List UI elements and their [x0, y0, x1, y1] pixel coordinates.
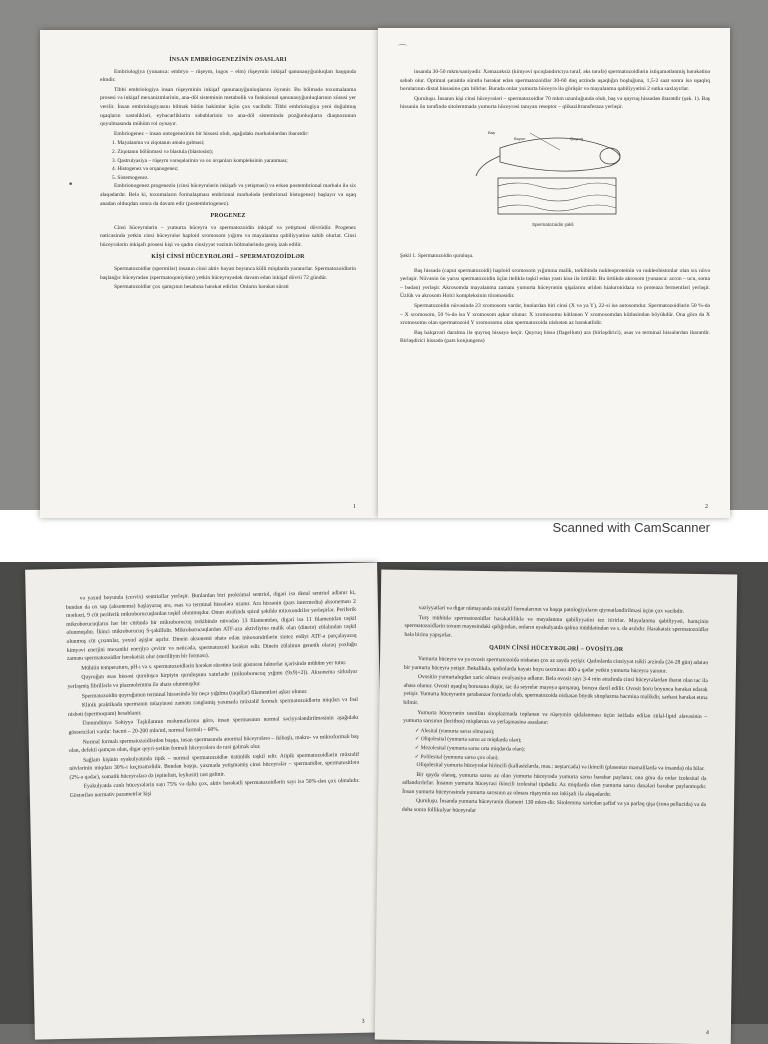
spermatozoid-head	[600, 148, 620, 164]
paragraph: Spermatozoidlər çox qamçının hesabına hərəkət edirlər. Onların hərəkət sürəti	[114, 284, 289, 291]
figure-label: Spermatozoidin şəkli	[532, 221, 574, 227]
spermatozoid-diagram	[470, 118, 640, 248]
spermatozoid-cross-section	[498, 178, 616, 214]
figure-label: Quyruq	[570, 135, 584, 141]
spermatozoid-figure-svg	[470, 118, 640, 248]
list-item: 3. Qastrulyasiya – rüşeym vərəqələrinin və ox orqanları kompleksinin yaranması;	[112, 157, 288, 164]
paragraph: Spermatozoidlər (spermilər) insanın cinsi aktiv həyatı boyunca külli miqdarda yaranırlar. Spermatozoidlərin başlanğıc hüceyrədən (spermatoqoniydən) yetkin hüceyrəyədək davam edən inkişaf dövrü 72 gündür.	[100, 266, 356, 281]
page-4	[375, 570, 738, 1044]
paragraph: Quyruğun əsas hissəsi quruluşca kirpiyin quruluşunu xatırladır (mikroborucuq yığımı (9x9)+2)). Aksonema sirkulyar yerləşmiş fibrillərlə və plazmolemma ilə əhatə olunmuşdur.	[67, 669, 358, 690]
page-number: 4	[705, 1030, 709, 1037]
page-number: 2	[705, 504, 708, 510]
paragraph: Baş hissədə (caput spermatozoidi) haploid xromosom yığımına malik, tərkibində nukleoproteinin və nukleohistonlar olan sıx nüvə yerləşir. Nüvənin ön yarısı spermatozoidin üçün iteliklə təşkil edən yastı kisə ilə örtülür. Bu örtükdə akrosom (yunanca: acron – ucu, soma – bədən) yerləşir. Akrosomda mayalanma zamanı yumurta hüceyrənin qişalarını əridən hialuronidaza və proteaza fermentləri yerləşir. Üzlük və akrosom Holci kompleksinin törəməsidir.	[400, 267, 710, 300]
list-item: 4. Histogenez və orqanogenez;	[112, 166, 179, 173]
paragraph: insanda 30-50 mkm/saniyədir. Xəmazəksiz (kimyəvi qıcıqlandırıcıya təraf, əks tərəfə) spermatozoidlərin istiqamətlənmiş hərəkətinə səbəb olur. Optimal şəraitdə sürətlə hərəkət edən spermatozoidlər 30-60 dəq ərzində uşaqlığın boşluğuna, 1,5-2 saat sonra isə uşaqlıq borularının distal hissəsinə çatı bilirlər. Burada onlar yumurta hüceyrə ilə görüşür və mayalanma qabiliyyətini 2 sutka saxlayırlar.	[400, 69, 710, 93]
page-3	[25, 562, 387, 1039]
page-number: 1	[353, 504, 356, 510]
list-item: ✓ Polilesital (yumurta sarısı çox olan).	[414, 753, 499, 761]
list-item: ✓ Oliqolesital (yumurta sarısı az miqdarda olan);	[414, 736, 522, 744]
figure-label: Baş	[488, 129, 495, 135]
paragraph: Baş halqavari daralma ilə quyruq hissəyə keçir. Quyruq hissə (flagellum) ara (birləşdirici), əsas və terminal hissələrdən ibarətdir. Birləşdirici hissədə (pars konjungens)	[400, 329, 710, 345]
paragraph: Bir qayda olaraq, yumurta sarısı az olan yumurta hüceyrədə yumurta sarısı bərabər paylanır, ona görə də onlar izolesital də adlandırılırlar. İnsanın yumurta hüceyrəsi ikincili izolesital tipdədir. Az miqdarda olan yumurta sarısı dənələri bərabər paylanmışdır. İnsan yumurta hüceyrəsində yumurta sarısının az olması rüşeymin tez inkişafı ilə əlaqədardır.	[402, 771, 707, 798]
paragraph: Turş mühitdə spermatozoidlər hərəkətliliklə və mayalanma qabiliyyətini tez itirirlər. Mayalanma qabiliyyəti, həmçinin spermatozoidlərin toxum mayesindəki qalığından, onların eyakulyatda qalma müddətindən və s. də asılıdır. Hərəkətsiz spermatozoidlər hələ birinə yapışırlar.	[404, 614, 709, 639]
page-1-title: İNSAN EMBRİOGENEZİNİN ƏSASLARI	[169, 57, 287, 63]
paragraph: Quruluşu. İnsanın kişi cinsi hüceyrələri – spermatozoidlər 70 mkm uzunluğunda olub, baş və quyruq hissədən ibarətdir (şək. 1). Baş hissənin ön tərəfində sitolemmada yumurta hüceyrəsi tanıyan reseptor – qlikaziltransferaza yerləşir.	[400, 95, 710, 111]
page-1-text	[100, 52, 356, 293]
page-4-text	[402, 604, 709, 820]
paragraph: Quruluşu. İnsanda yumurta hüceyrənin diametri 130 mkm-dir. Sitolemma xaricdən şəffaf və ya parlaq qişa (zona pellucida) və da daha sonra follikulyar hüceyrələr	[401, 798, 707, 814]
handwritten-mark: •	[68, 180, 74, 190]
paragraph: vəziyyətləri və digər nümayəndə müxtəlif formalarının və başqa patologiyaların qiymətləndirilməsi üçün çox vacibdir.	[418, 605, 684, 615]
paragraph: Yumurta hüceyrə və ya ovosit spermatozoidə nisbətən çox az sayda yetişir. Qadınlarda cinsiyyət tsikli ərzində (24-28 gün) adətən bir yumurta hüceyrə yetişir. Bekalikdə, qadınlarda həyatı boyu təxminən 400-ə qədər yetkin yumurta hüceyrə yaranır.	[403, 656, 709, 675]
heading-progenez: PROGENEZ	[210, 213, 246, 220]
paragraph: Eyakulyatda canlı hüceyrələrin sayı 75% və daha çox, aktiv hərəkətli spermatozoidlərin sayı isə 50%-dən çox olmalıdır. Göstərilən normativ parametrlər kişi	[69, 778, 360, 799]
paragraph: Ümumdünya Səhiyyə Təşkilatının məlumatlarına görə, insan spermasının normal səciyyələndirilməsinin aşağıdakı göstəriciləri vardır: həcmi – 20-200 mln/ml, normal formalı – 60%.	[68, 715, 359, 736]
paragraph: Spermatozoidin nüvəsində 23 xromosom vardır, bunlardan biri cinsi (X və ya Y), 22-si isə autosomdur. Spermatozoidlərin 50 %-də – X xromosom, 50 %-də isə Y xromosom aşkar olunur. X xromosomu kütlənən Y xromosomdan kütləsindən böyükdür. Ona görə də X xromosomu olan spermatozoid Y xromosomu olan spermatozoida nisbətən az hərəkətlidir.	[400, 302, 710, 327]
heading-spermatozoids: KİŞİ CİNSİ HÜCEYRƏLƏRİ – SPERMATOZOİDLƏR	[151, 254, 305, 261]
paragraph: və yaxud boyunda (cervix) sentriollar yerləşir. Bunlardan biri proksimal sentriol, digəri isə distal sentriol adlanır ki, bundan da ox sap (aksonema) başlayaraq ara, əsas və terminal hissələrə uzanır. Ara hissənin (pars intermedia) aksoneması 2 mərkəzi, 9 cüt periferik mikroborucuqlardan təşkil olunmuşdur. Onun ətrafında spiral şəkildə mitoxondrilər yerləşirlər. Periferik mikroborucuqların hər bir cütündə bir mikroborucuq tərkibində nüvədən 13 filamentdən, digəri isə 11 filamentdən təşkil olunmuşdur. İkinci mikroborucuq S-şəkillidir. Mikroborucuqlardan ATF-aza aktivliyinə malik olan (dinein) zülalından təşkil olunmuş cüt çıxıntılar, yəxud əşişlər aşırlır. Dinein aksonemi əhatə edən mitoxondrilərin sintez etdiyi ATF-a parçalayaraq kimyəvi enerjini mexaniki enerjiyə çevirir və nəticədə, spermatozoid hərəkət edir. Dinein zülalının genetik olaraq yoxluğu zamanı spermatozoidlər hərəkətsiz olur (sterilliyin bir forması).	[65, 589, 357, 663]
mitochondria-wave	[498, 183, 616, 189]
page-2-text	[400, 68, 710, 347]
page-number: 3	[361, 1018, 365, 1025]
paragraph: Normal formalı spermatozoidlərdən başqa, insan spermasında anormal hüceyrələrə – ikibaşlı, makro- və mikroformalı baş olan, defekti qamçısı olan, digər qeyri-yetkin formalı hüceyrələrə də rast gəlmək olur.	[68, 733, 359, 754]
page-2	[378, 28, 730, 518]
paragraph: Spermatozoidin quyruğunun terminal hissəsində bir neçə yığılma (taqallar) filamentləri aşkar olunur.	[81, 688, 308, 700]
label-line	[530, 133, 560, 150]
paragraph: Sağlam kişinin eyakulyatında tipik – normal spermatozoidlər üstünlük təşkil edir. Atipik spermatozoidlərin müxtəlif növlərinin miqdarı 30%-i keçməməlidir. Bundan başqa, yaxmada yetişməmiş cinsi hüceyrələr – spermatidlər, spermatositlərə (2%-ə qədər), somatik hüceyrələrə də (epitelisit, leykosit) rast gəlinir.	[69, 751, 360, 781]
paragraph: Klinik praktikada spermanın müayinəsi zamanı rəngləmiş yaxmada müxtəlif formalı spermatozoidlərin miqdarı və fəal nisbəti (spermoqram) hesablanır.	[68, 696, 358, 718]
paragraph: Yumurta hüceyrənin təsnifatı sitoplazmada toplanan və rüşeymin qidalanması üçün istifadə edilən zülal-lipid əlavəsinin – yumurta sarısının (lecithos) miqdarına və yerləşməsinə əsaslanır:	[403, 709, 708, 727]
page-3-text	[66, 589, 360, 802]
spermatozoid-outline	[500, 135, 620, 171]
figure-caption: Şəkil 1. Spermatozoidin quruluşu.	[400, 252, 474, 259]
mitochondria-wave	[498, 195, 616, 201]
spermatozoid-tail	[476, 156, 500, 176]
handwritten-mark: ⌒	[398, 45, 408, 55]
paragraph: Embriogenez – insan ontogenezinin bir hissəsi olub, aşağıdakı mərhələlərdən ibarətdir:	[114, 130, 309, 137]
list-item: 2. Ziqotanın bölünməsi və blastula (blastosist);	[112, 148, 214, 155]
paragraph: Embrionogenez progenezlə (cinsi hüceyrələrin inkişafı və yetişməsi) və erkən postembrional mərhələ ilə six əlaqədardır. Belə ki, toxumaların formalaşması embrional mərhələdə (embrional histogenez) başlayır və uşaq anadan olduqdan sonra da davam edir (postembriogenez).	[100, 183, 356, 207]
page-1	[40, 30, 378, 518]
paragraph: Cinsi hüceyrələrin – yumurta hüceyrə və spermatozoidin inkişaf və yetişməsi dövrüdür. Progenez nəticəsində yetkin cinsi hüceyrələr haploid xromosom yığımı və mayalanma qabiliyyətinə sahib olurlar. Cinsi hüceyrələrin inkişafı prosesi kişi və qadın cinsiyyət vəzinin bölmələrində geniş izah edilir.	[100, 224, 356, 248]
list-item: ✓ Mezolesital (yumurta sarısı orta miqdarda olan);	[414, 744, 526, 753]
list-item: 1. Mayalanma və ziqotanın əmələ gəlməsi;	[112, 140, 205, 147]
paragraph: Mühitin temperaturu, pH-ı və s. spermatozoidlərin hərəkət sürətinə təsir göstərən faktorlar içərisində mühüm yer tutur.	[81, 659, 347, 672]
list-item: ✓ Alesital (yumurta sarısı olmayan);	[415, 727, 495, 735]
figure-label: Boyun	[514, 135, 526, 141]
paragraph: Oliqolesital yumurta hüceyrələr birincili (kəlləsizlərdə, məs.: neştərcədə) və ikincili (plasentar məməlilərdə və insanda) ola bilər.	[416, 762, 705, 773]
paragraph: Tibbi embriologiya insan rüşeyminin inkişaf qanunauyğunluqlarını öyrənir. Bu bölmədə toxumalanma prosesi və inkişaf mexanizmlərinin, ana-döl sisteminin metabolik və funksional qanunauyğunluqlarının xüsusi yer verilir. İnsan embriologiyasını bilmək bütün həkimlər üçün çox vacibdir. Tibbi embriologiya yeni doğulmuş uşaqların xəstəlikləri, eybəcərliklərin səbəblərinin və ana-döl sistemində pozğunluqların diaqnozunun qoyulmasında mühüm rol oynayır.	[100, 86, 356, 128]
paragraph: Ovositin yumurtalıqdan xaric olması ovulyasiya adlanır. Belə ovosit sayı 3-4 min ətrafında cinsi hüceyrələrdən ibarət olan təc ilə əhatə olunur. Ovosit uşaqlıq borusuna düşür, təc də seyrelər mayeyə qarışaraq, boruya daxil edilir. Ovosit boru boyunca hərəkət edərək yetişir. Yumurta hüceyrənin şarabənzər formada olub, spermatozoida nisbətən böyük sitoplazma həcminə malikdir, sərbəst hərəkət etmə bilmir.	[403, 674, 708, 707]
camscanner-watermark: Scanned with CamScanner	[552, 520, 710, 535]
paragraph: Embriologiya (yunanca: embryo – rüşeym, logos – elm) rüşeymin inkişaf qanunauyğunluqları haqqında elmdir.	[100, 68, 356, 84]
mitochondria-wave	[498, 205, 616, 211]
heading-ovocytes: QADIN CİNSİ HÜCEYRƏLƏRİ – OVOSİTLƏR	[489, 645, 624, 654]
list-item: 5. Sistemogenez.	[112, 174, 149, 181]
